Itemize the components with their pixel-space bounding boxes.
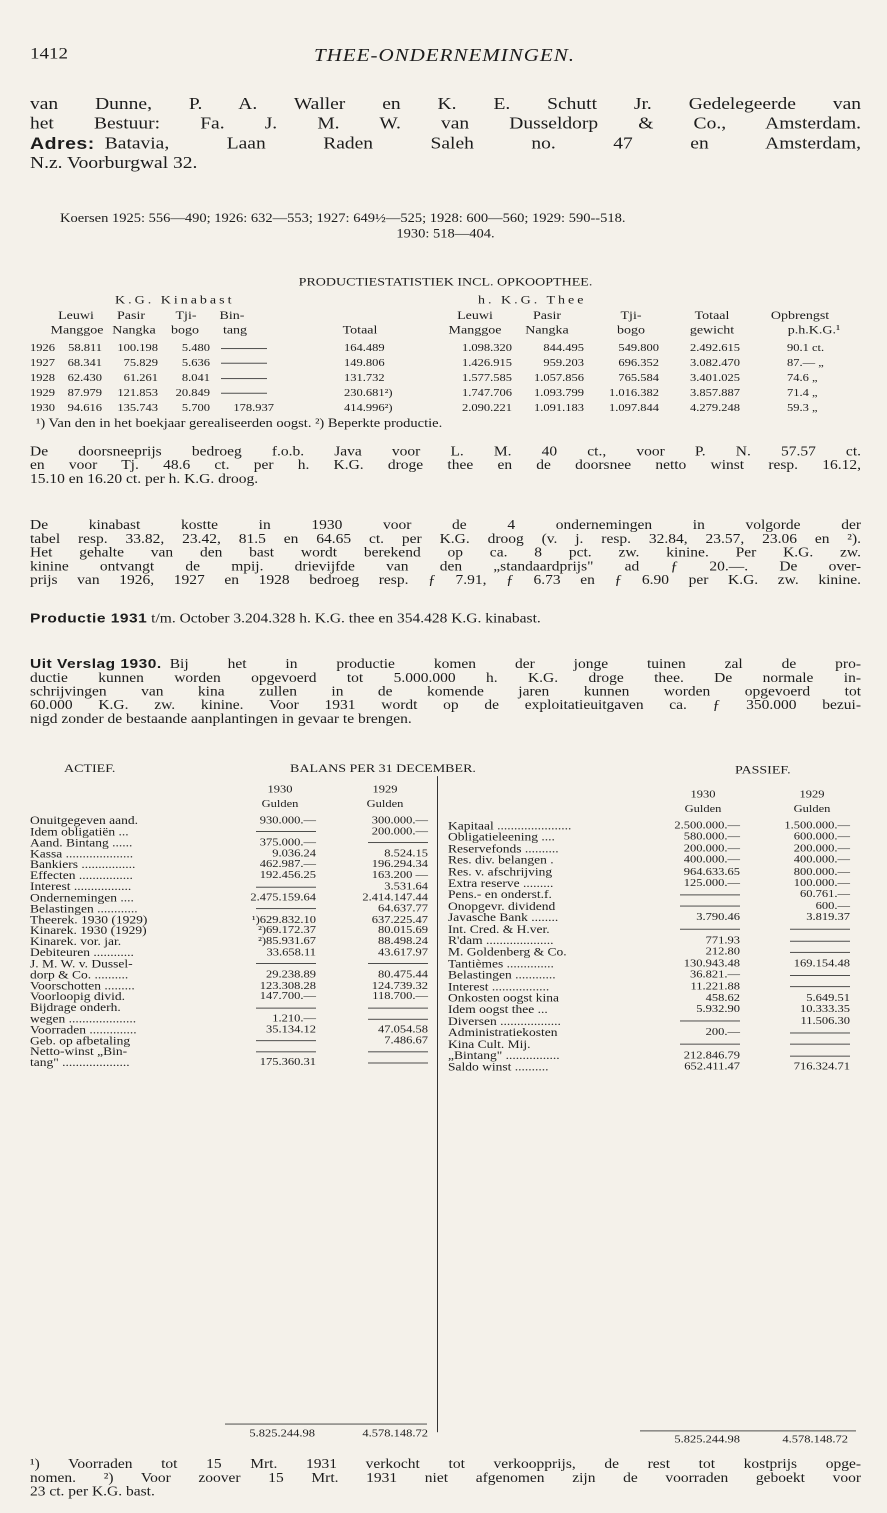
actief-total-1930: 5.825.244.98 [249,1427,315,1440]
actief-row-label: Theerek. 1930 (1929) [30,912,148,926]
actief-row-1929: 43.617.97 [378,945,428,958]
actief-row-1930: 192.456.25 [259,868,316,881]
page-header [30,45,859,71]
adres-text: Batavia, Laan Raden Saleh no. 47 en Amsterdam, [104,134,861,153]
passief-row-1930: 3.790.46 [696,910,740,923]
passief-row-label: Idem oogst thee ... [448,1002,548,1016]
passief-row-label: Obligatieleening .... [448,830,555,844]
verslag-line-5: nigd zonder de bestaande aanplantingen in gevaar te brengen. [30,712,412,727]
production-head2-cell: gewicht [689,324,735,338]
verslag-label: Uit Verslag 1930. [30,657,162,672]
actief-row-label: Ondernemingen .... [30,890,134,904]
actief-row-label: Idem obligatiën ... [30,824,129,838]
production-empty-dash [221,348,267,349]
page-title: THEE-ONDERNEMINGEN. [313,44,576,66]
actief-total-rule [225,1424,427,1425]
production-cell: 1.016.382 [609,386,659,399]
empty-value-dash [790,952,850,953]
actief-row-label: Kinarek. vor. jar. [30,934,122,948]
actief-row-1929: 2.414.147.44 [362,890,428,903]
passief-row-1929: 716.324.71 [793,1060,850,1073]
production-cell: 75.829 [123,356,158,369]
production-cell: 4.279.248 [690,401,740,414]
passief-row-1930: 771.93 [705,933,740,946]
doorsnee-line-3: 15.10 en 16.20 ct. per h. K.G. droog. [30,472,259,487]
production-head1-cell: Bin- [219,309,245,323]
doorsnee-line-2: en voor Tj. 48.6 ct. per h. K.G. droge thee en de doorsnee netto winst resp. 16.12, [30,458,861,473]
koersen-line-1: Koersen 1925: 556—490; 1926: 632—553; 1927: 649½—525; 1928: 600—560; 1929: 590--518. [60,211,626,226]
kinabast-line-5: prijs van 1926, 1927 en 1928 bedroeg resp. ƒ 7.91, ƒ 6.73 en ƒ 6.90 per K.G. zw. kinine. [30,573,861,588]
verslag-first-rest: Bij het in productie komen der jonge tuinen zal de pro- [169,657,861,672]
actief-row-1930: 375.000.— [259,835,316,848]
production-cell: 1.057.856 [534,371,584,384]
passief-year-1929: 1929 [799,788,825,801]
passief-row-1930: 212.80 [705,945,740,958]
empty-value-dash [680,894,740,895]
empty-value-dash [680,1044,740,1045]
empty-value-dash [790,940,850,941]
actief-row-label: Bijdrage onderh. [30,1000,121,1014]
empty-value-dash [256,908,316,909]
production-cell: 2.090.221 [462,401,512,414]
actief-row-1930: ²)85.931.67 [258,934,316,947]
empty-value-dash [368,842,428,843]
production-cell: 71.4 „ [787,386,818,399]
passief-row-1929: 11.506.30 [800,1014,850,1027]
kina-group-header: K.G. Kinabast [115,294,235,308]
kinabast-line-4: kinine ontvangt de mpij. drievijfde van den „standaardprijs" ad ƒ 20.—. De over- [30,560,861,574]
passief-row-1930: 458.62 [705,991,740,1004]
passief-row-label: Tantièmes .............. [448,956,554,970]
empty-value-dash [256,1051,316,1052]
actief-row-label: Voorschotten ......... [30,978,135,992]
actief-row-label: Aand. Bintang ...... [30,835,133,849]
balance-divider [437,776,438,1432]
actief-total-1929: 4.578.148.72 [362,1427,428,1440]
kinabast-line-1: De kinabast kostte in 1930 voor de 4 ondernemingen in volgorde der [30,518,861,533]
actief-year-1930: 1930 [267,782,293,795]
passief-row-label: Res. v. afschrijving [448,864,553,878]
verslag-line-4: 60.000 K.G. zw. kinine. Voor 1931 wordt op de exploitatieuitgaven ca. ƒ 350.000 bezui- [30,698,861,713]
production-head2-cell: bogo [617,324,645,338]
production-cell: 1.747.706 [462,386,512,399]
passief-row-1929: 200.000.— [793,841,850,854]
production-empty-dash [221,378,267,379]
production-cell: 121.853 [117,386,158,399]
passief-row-1930: 212.846.79 [683,1048,740,1061]
production-cell: 131.732 [344,371,385,384]
passief-row-1930: 36.821.— [690,968,740,981]
actief-row-label: Netto-winst „Bin- [30,1044,128,1058]
passief-unit-1930: Gulden [684,802,722,815]
actief-row-label: Geb. op afbetaling [30,1033,131,1047]
production-cell: 3.857.887 [690,386,740,399]
actief-row-1929: 124.739.32 [371,978,428,991]
production-title: PRODUCTIESTATISTIEK INCL. OPKOOPTHEE. [298,276,593,290]
passief-row-label: Extra reserve ......... [448,876,554,890]
passief-row-1930: 400.000.— [683,853,740,866]
passief-total-1930: 5.825.244.98 [674,1433,740,1446]
intro-line-2: het Bestuur: Fa. J. M. W. van Dusseldorp & Co., Amsterdam. [30,114,861,133]
production-cell: 1.093.799 [534,386,584,399]
actief-row-1929: 47.054.58 [378,1022,428,1035]
production-cell: 87.979 [67,386,102,399]
production-cell: 549.800 [618,341,659,354]
passief-total-rule [640,1430,856,1431]
empty-value-dash [368,1051,428,1052]
actief-row-1930: 147.700.— [259,989,316,1002]
page-number: 1412 [30,44,68,63]
actief-row-1929: 163.200 — [371,868,428,881]
actief-row-label: wegen .................... [30,1011,137,1025]
production-cell [214,356,274,369]
actief-row-1929: 64.637.77 [378,901,428,914]
actief-row-label: Kinarek. 1930 (1929) [30,923,147,937]
production-cell: 135.743 [117,401,158,414]
actief-row-label: Effecten ................ [30,868,133,882]
production-cell: 5.700 [181,401,210,414]
actief-row-1930: 29.238.89 [266,967,316,980]
actief-row-1930: 9.036.24 [272,846,316,859]
actief-row-1930: 1.210.— [272,1011,316,1024]
passief-row-label: Res. div. belangen . [448,853,554,867]
actief-row-label: J. M. W. v. Dussel- [30,956,133,970]
production-head1-cell: Tji- [175,309,197,323]
empty-value-dash [256,831,316,832]
empty-value-dash [790,1044,850,1045]
empty-value-dash [680,1021,740,1022]
passief-row-1930: 11.221.88 [690,979,740,992]
production-cell: 3.401.025 [690,371,740,384]
passief-row-1929: 100.000.— [793,876,850,889]
actief-row-label: Voorloopig divid. [30,989,126,1003]
production-cell: 5.636 [181,356,210,369]
passief-row-label: Saldo winst .......... [448,1060,549,1074]
actief-row-1930: 35.134.12 [266,1022,316,1035]
production-cell: 959.203 [543,356,584,369]
empty-value-dash [256,1007,316,1008]
production-head2-cell: Totaal [342,324,378,338]
actief-row-label: Interest ................. [30,879,132,893]
passief-row-label: Onkosten oogst kina [448,991,559,1005]
production-cell: 1.577.585 [462,371,512,384]
production-cell: 414.996²) [344,401,393,414]
intro-line-1: van Dunne, P. A. Waller en K. E. Schutt Jr. Gedelegeerde van [30,95,861,114]
empty-value-dash [790,1055,850,1056]
passief-row-label: Int. Cred. & H.ver. [448,922,550,936]
passief-row-1929: 10.333.35 [800,1002,850,1015]
production-cell: 2.492.615 [690,341,740,354]
production-empty-dash [221,393,267,394]
passief-row-label: Administratiekosten [448,1025,558,1039]
passief-row-1930: 125.000.— [683,876,740,889]
passief-row-label: Kapitaal ...................... [448,819,572,832]
empty-value-dash [680,906,740,907]
production-cell: 1.091.183 [534,401,584,414]
actief-row-1929: 200.000.— [371,824,428,837]
production-cell: 74.6 „ [787,371,818,384]
passief-row-1929: 5.649.51 [806,991,850,1004]
verslag-line-1 [30,658,861,672]
production-row-year: 1927 [30,356,55,369]
empty-value-dash [790,986,850,987]
production-cell: 100.198 [117,341,158,354]
passief-label: PASSIEF. [735,764,791,777]
actief-row-1929: 3.531.64 [384,879,428,892]
kinabast-line-3: Het gehalte van den bast wordt berekend op ca. 8 pct. zw. kinine. Per K.G. zw. [30,546,861,561]
production-cell: 164.489 [344,341,385,354]
production-head2-cell: p.h.K.G.¹ [787,324,841,338]
production-cell: 230.681²) [344,386,393,399]
actief-row-label: Debiteuren ............ [30,945,134,959]
production-head1-cell: Pasir [533,309,561,323]
verslag-line-2: ductie kunnen worden opgevoerd tot 5.000.000 h. K.G. droge thee. De normale in- [30,671,861,686]
actief-row-1930: 930.000.— [259,813,316,826]
production-cell: 1.098.320 [462,341,512,354]
production-head2-cell: Manggoe [50,324,104,338]
passief-row-1930: 580.000.— [683,830,740,843]
passief-row-1929: 600.— [815,899,850,912]
production-cell [214,386,274,399]
production-head1-cell: Leuwi [457,309,493,323]
empty-value-dash [368,963,428,964]
balance-footnote-3: 23 ct. per K.G. bast. [30,1485,155,1500]
adres-line [30,135,861,154]
empty-value-dash [680,929,740,930]
passief-year-1930: 1930 [690,788,716,801]
balance-footnote-2: nomen. ²) Voor zoover 15 Mrt. 1931 niet afgenomen zijn de voorraden geboekt voor [30,1471,861,1486]
passief-row-1930: 200.000.— [683,841,740,854]
actief-row-1930: 175.360.31 [259,1055,316,1068]
actief-row-1929: 196.294.34 [371,857,428,870]
production-cell: 90.1 ct. [787,341,825,354]
production-head2-cell: Manggoe [448,324,502,338]
production-head1-cell: Totaal [694,309,730,323]
production-cell: 3.082.470 [690,356,740,369]
actief-row-1930: 2.475.159.64 [250,890,316,903]
production-head2-cell: bogo [171,324,199,338]
passief-row-1929: 169.154.48 [793,956,850,969]
actief-label: ACTIEF. [64,762,116,776]
empty-value-dash [256,963,316,964]
production-head1-cell: Pasir [117,309,145,323]
productie-1931-line [30,612,861,626]
empty-value-dash [790,929,850,930]
actief-row-label: Bankiers ................ [30,857,136,871]
production-cell: 62.430 [67,371,102,384]
passief-row-1929: 3.819.37 [806,910,850,923]
production-cell: 58.811 [68,341,102,354]
actief-row-1930: ²)69.172.37 [258,923,316,936]
actief-row-label: Voorraden .............. [30,1022,137,1036]
production-head1-cell: Leuwi [58,309,94,323]
actief-row-1929: 118.700.— [372,989,428,1002]
adres-last: N.z. Voorburgwal 32. [30,154,198,173]
production-cell: 1.097.844 [609,401,659,414]
production-cell: 20.849 [175,386,210,399]
balance-title: BALANS PER 31 DECEMBER. [290,762,476,776]
passief-row-1930: 652.411.47 [684,1060,740,1073]
production-cell: 87.— „ [787,356,824,369]
empty-value-dash [790,1032,850,1033]
passief-row-label: Reservefonds .......... [448,841,559,855]
actief-row-label: Onuitgegeven aand. [30,813,138,827]
actief-row-1930: ¹)629.832.10 [251,912,316,925]
empty-value-dash [368,1018,428,1019]
passief-row-1929: 60.761.— [800,887,850,900]
actief-row-1930: 33.658.11 [266,945,316,958]
productie-1931-label: Productie 1931 [30,612,148,627]
actief-row-1929: 300.000.— [371,813,428,826]
passief-unit-1929: Gulden [793,802,831,815]
actief-row-label: dorp & Co. .......... [30,967,129,981]
actief-year-1929: 1929 [372,782,398,795]
production-cell: 696.352 [618,356,659,369]
passief-row-1930: 2.500.000.— [674,819,740,832]
actief-unit-1930: Gulden [261,797,299,810]
passief-row-1930: 5.932.90 [696,1002,740,1015]
production-head2-cell: tang [222,324,248,338]
passief-row-1929: 400.000.— [793,853,850,866]
actief-row-1929: 88.498.24 [378,934,428,947]
passief-row-label: R'dam .................... [448,933,554,947]
passief-row-1929: 600.000.— [793,830,850,843]
adres-label: Adres: [30,134,95,154]
actief-unit-1929: Gulden [366,797,404,810]
passief-row-label: M. Goldenberg & Co. [448,945,567,959]
actief-row-label: tang" .................... [30,1055,130,1069]
actief-row-1929: 637.225.47 [371,912,428,925]
passief-row-1930: 200.— [705,1025,740,1038]
passief-row-label: Onopgevr. dividend [448,899,556,913]
production-row-year: 1926 [30,341,55,354]
passief-row-label: Javasche Bank ........ [448,910,559,924]
production-head1-cell: Opbrengst [770,309,830,323]
production-cell [214,341,274,354]
production-cell: 68.341 [67,356,102,369]
passief-row-1929: 800.000.— [793,864,850,877]
passief-row-1930: 130.943.48 [683,956,740,969]
koersen-line-2: 1930: 518—404. [396,227,495,241]
doorsnee-line-1: De doorsneeprijs bedroeg f.o.b. Java voor L. M. 40 ct., voor P. N. 57.57 ct. [30,445,861,459]
production-cell: 149.806 [344,356,385,369]
passief-row-1929: 1.500.000.— [784,819,850,832]
production-row-year: 1928 [30,371,55,384]
production-cell: 178.937 [233,401,274,414]
productie-1931-text: t/m. October 3.204.328 h. K.G. thee en 354.428 K.G. kinabast. [151,612,541,627]
production-footnote: ¹) Van den in het boekjaar gerealiseerden oogst. ²) Beperkte productie. [36,416,443,431]
production-row-year: 1929 [30,386,55,399]
production-head2-cell: Nangka [525,324,569,338]
production-empty-dash [221,363,267,364]
empty-value-dash [790,975,850,976]
production-cell: 5.480 [181,341,210,354]
production-cell: 844.495 [543,341,584,354]
kinabast-line-2: tabel resp. 33.82, 23.42, 81.5 en 64.65 ct. per K.G. droog (v. j. resp. 32.84, 23.57, 23.06 en ²). [30,532,861,547]
passief-row-label: Diversen .................. [448,1014,561,1028]
balance-footnote-1: ¹) Voorraden tot 15 Mrt. 1931 verkocht tot verkoopprijs, de rest tot kostprijs opge- [30,1457,861,1472]
production-head2-cell: Nangka [112,324,156,338]
production-cell: 765.584 [618,371,659,384]
passief-row-label: Belastingen ............ [448,968,556,982]
production-cell: 94.616 [67,401,102,414]
production-head1-cell: Tji- [620,309,642,323]
production-cell: 59.3 „ [787,401,818,414]
production-cell: 8.041 [181,371,210,384]
passief-row-label: Pens.- en onderst.f. [448,887,552,901]
actief-row-1929 [322,1056,428,1069]
passief-row-label: „Bintang" ................ [448,1048,560,1062]
empty-value-dash [368,1062,428,1063]
empty-value-dash [256,886,316,887]
actief-row-1929: 80.015.69 [378,923,428,936]
verslag-line-3: schrijvingen van kina zullen in de komende jaren kunnen worden opgevoerd tot [30,685,861,699]
actief-row-label: Belastingen ............ [30,901,138,915]
empty-value-dash [256,1040,316,1041]
actief-row-1930: 462.987.— [259,857,316,870]
production-cell: 1.426.915 [462,356,512,369]
thee-group-header: h. K.G. Thee [478,294,587,308]
empty-value-dash [368,1007,428,1008]
passief-total-1929: 4.578.148.72 [782,1433,848,1446]
actief-row-1929: 80.475.44 [378,967,428,980]
production-cell [214,371,274,384]
production-cell: 61.261 [123,371,158,384]
actief-row-1929: 7.486.67 [384,1033,428,1046]
passief-row-1930: 964.633.65 [683,864,740,877]
actief-row-1930: 123.308.28 [259,978,316,991]
passief-row-label: Kina Cult. Mij. [448,1037,531,1051]
passief-row-label: Interest ................. [448,979,550,993]
production-row-year: 1930 [30,401,55,414]
actief-row-label: Kassa .................... [30,846,134,860]
actief-row-1929: 8.524.15 [384,846,428,859]
